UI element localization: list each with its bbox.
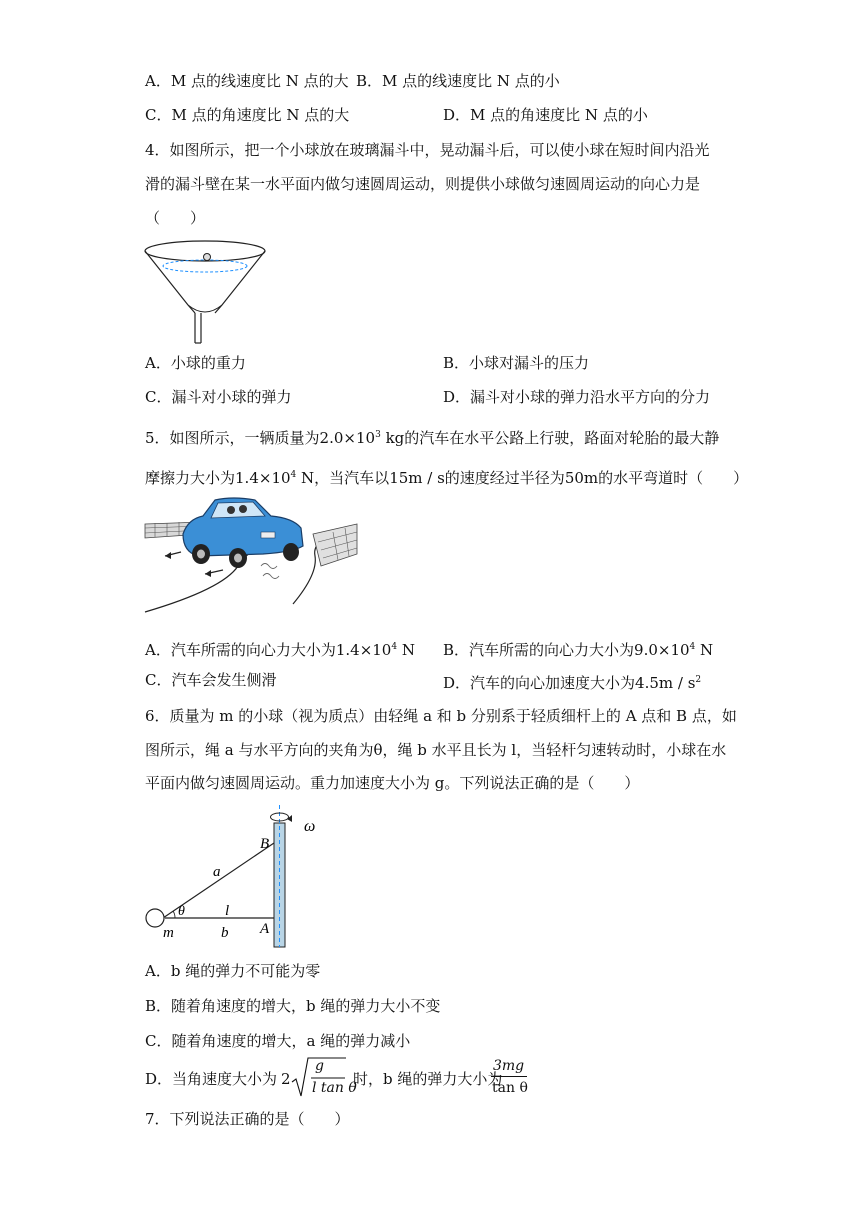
label-rope-b: b (221, 925, 229, 941)
q5-option-c: C．汽车会发生侧滑 (145, 671, 277, 689)
label-point-a: A (260, 921, 270, 937)
q4-stem-line1: 4．如图所示，把一个小球放在玻璃漏斗中，晃动漏斗后，可以使小球在短时间内沿光 (145, 141, 710, 159)
q4-option-b: B．小球对漏斗的压力 (443, 354, 590, 372)
q4-option-d: D．漏斗对小球的弹力沿水平方向的分力 (443, 388, 711, 406)
q5-option-d: D．汽车的向心加速度大小为$4.5m / s^2$ (443, 674, 702, 692)
label-omega: ω (304, 818, 316, 835)
q4-stem-line2: 滑的漏斗壁在某一水平面内做匀速圆周运动，则提供小球做匀速圆周运动的向心力是 (145, 175, 701, 193)
q5-option-b: B．汽车所需的向心力大小为$9.0\times 10^4$ N (443, 641, 714, 659)
q6-stem-line2: 图所示，绳 a 与水平方向的夹角为θ，绳 b 水平且长为 l，当轻杆匀速转动时，小球在水 (145, 741, 727, 759)
label-rope-a: a (213, 864, 221, 880)
q5-stem-line2: 摩擦力大小为$1.4\times 10^4$ N，当汽车以15m / s的速度经过半径为50m的水平弯道时（ ） (145, 469, 749, 487)
q6-option-c: C．随着角速度的增大，a 绳的弹力减小 (145, 1032, 411, 1050)
q3-option-b: B．M 点的线速度比 N 点的小 (356, 72, 560, 90)
q6-option-a: A．b 绳的弹力不可能为零 (145, 962, 321, 980)
label-theta: θ (178, 904, 185, 919)
q3-option-d: D．M 点的角速度比 N 点的小 (443, 106, 648, 124)
q3-option-c: C．M 点的角速度比 N 点的大 (145, 106, 350, 124)
q3-option-a: A．M 点的线速度比 N 点的大 (145, 72, 349, 90)
label-length-l: l (225, 903, 230, 919)
label-mass-m: m (163, 925, 174, 941)
q6-option-b: B．随着角速度的增大，b 绳的弹力大小不变 (145, 997, 441, 1015)
q6-stem-line3: 平面内做匀速圆周运动。重力加速度大小为 g。下列说法正确的是（ ） (145, 774, 640, 792)
label-point-b: B (260, 836, 270, 852)
q5-stem-line1: 5．如图所示，一辆质量为$2.0\times 10^3$ kg的汽车在水平公路上行驶，路面对轮胎的最大静 (145, 429, 720, 447)
rod-rope-figure (143, 803, 328, 951)
q5-option-a: A．汽车所需的向心力大小为$1.4\times 10^4$ N (145, 641, 415, 659)
q4-option-c: C．漏斗对小球的弹力 (145, 388, 292, 406)
car-figure (143, 494, 358, 616)
q6-stem-line1: 6．质量为 m 的小球（视为质点）由轻绳 a 和 b 分别系于轻质细杆上的 A 点和 B 点，如 (145, 707, 737, 725)
q7-stem-line1: 7．下列说法正确的是（ ） (145, 1110, 350, 1128)
q4-option-a: A．小球的重力 (145, 354, 246, 372)
q4-stem-line3: （ ） (145, 209, 206, 227)
funnel-figure (143, 235, 278, 347)
